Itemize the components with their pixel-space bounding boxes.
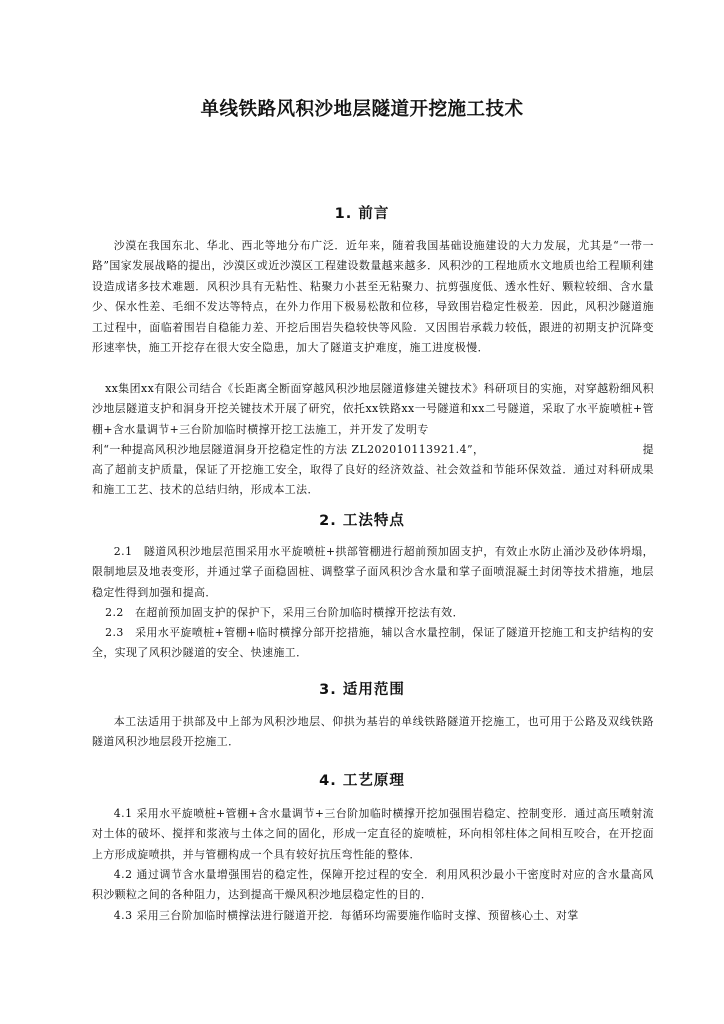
section-heading-preface: 1. 前言 [334,206,390,222]
patent-text: 利“一种提高风积沙地层隧道洞身开挖稳定性的方法 ZL202010113921.4”， [92,443,485,456]
paragraph: 4.3 采用三台阶加临时横撑法进行隧道开挖．每循环均需要施作临时支撑、预留核心土、对掌 [113,909,579,922]
patent-trailing-text: 提 [642,443,654,456]
paragraph: 本工法适用于拱部及中上部为风积沙地层、仰拱为基岩的单线铁路隧道开挖施工，也可用于公路及双线铁路隧道风积沙地层段开挖施工． [92,715,654,749]
paragraph: 2.3 采用水平旋喷桩+管棚+临时横撑分部开挖措施，辅以含水量控制，保证了隧道开挖施工和支护结构的安全，实现了风积沙隧道的安全、快速施工． [92,626,654,660]
paragraph: 2.2 在超前预加固支护的保护下，采用三台阶加临时横撑开挖法有效． [105,606,464,619]
section-heading-scope: 3. 适用范围 [319,682,405,698]
section-heading-principle: 4. 工艺原理 [319,773,405,789]
paragraph: xx集团xx有限公司结合《长距离全断面穿越风积沙地层隧道修建关键技术》科研项目的实施，对穿越粉细风积沙地层隧道支护和洞身开挖关键技术开展了研究，依托xx铁路xx一号隧道和xx二号隧道，采取了水平旋喷桩+管棚+含水量调节+三台阶加临时横撑开挖工法施工，并开发了发明专 [92,382,654,436]
paragraph: 4.2 通过调节含水量增强围岩的稳定性，保障开挖过程的安全．利用风积沙最小干密度时对应的含水量高风积沙颗粒之间的各种阻力，达到提高干燥风积沙地层稳定性的目的． [92,868,654,902]
document-title: 单线铁路风积沙地层隧道开挖施工技术 [200,99,524,120]
section-heading-features: 2. 工法特点 [319,513,405,529]
paragraph: 沙漠在我国东北、华北、西北等地分布广泛．近年来，随着我国基础设施建设的大力发展，尤其是“一带一路”国家发展战略的提出，沙漠区或近沙漠区工程建设数量越来越多．风积沙的工程地质水文地质也给工程顺利建设造成诸多技术难题．风积沙具有无粘性、粘聚力小甚至无粘聚力、抗剪强度低、透水性好、颗粒较细、含水量少、保水性差、毛细不发达等特点，在外力作用下极易松散和位移，导致围岩稳定性极差．因此，风积沙隧道施工过程中，面临着围岩自稳能力差、开挖后围岩失稳较快等风险．又因围岩承载力较低，跟进的初期支护沉降变形速率快，施工开挖存在很大安全隐患，加大了隧道支护难度，施工进度极慢． [92,239,654,355]
paragraph: 4.1 采用水平旋喷桩+管棚+含水量调节+三台阶加临时横撑开挖加强围岩稳定、控制变形．通过高压喷射流对土体的破坏、搅拌和浆液与土体之间的固化，形成一定直径的旋喷桩，环向相邻柱体之间相互咬合，在开挖面上方形成旋喷拱，并与管棚构成一个具有较好抗压弯性能的整体． [92,807,654,861]
paragraph: 高了超前支护质量，保证了开挖施工安全，取得了良好的经济效益、社会效益和节能环保效益．通过对科研成果和施工工艺、技术的总结归纳，形成本工法． [92,463,654,497]
patent-line [92,440,654,460]
paragraph: 2.1 隧道风积沙地层范围采用水平旋喷桩+拱部管棚进行超前预加固支护，有效止水防止涌沙及砂体坍塌，限制地层及地表变形，并通过掌子面稳固桩、调整掌子面风积沙含水量和掌子面喷混凝土封闭等技术措施，地层稳定性得到加强和提高． [92,545,654,599]
